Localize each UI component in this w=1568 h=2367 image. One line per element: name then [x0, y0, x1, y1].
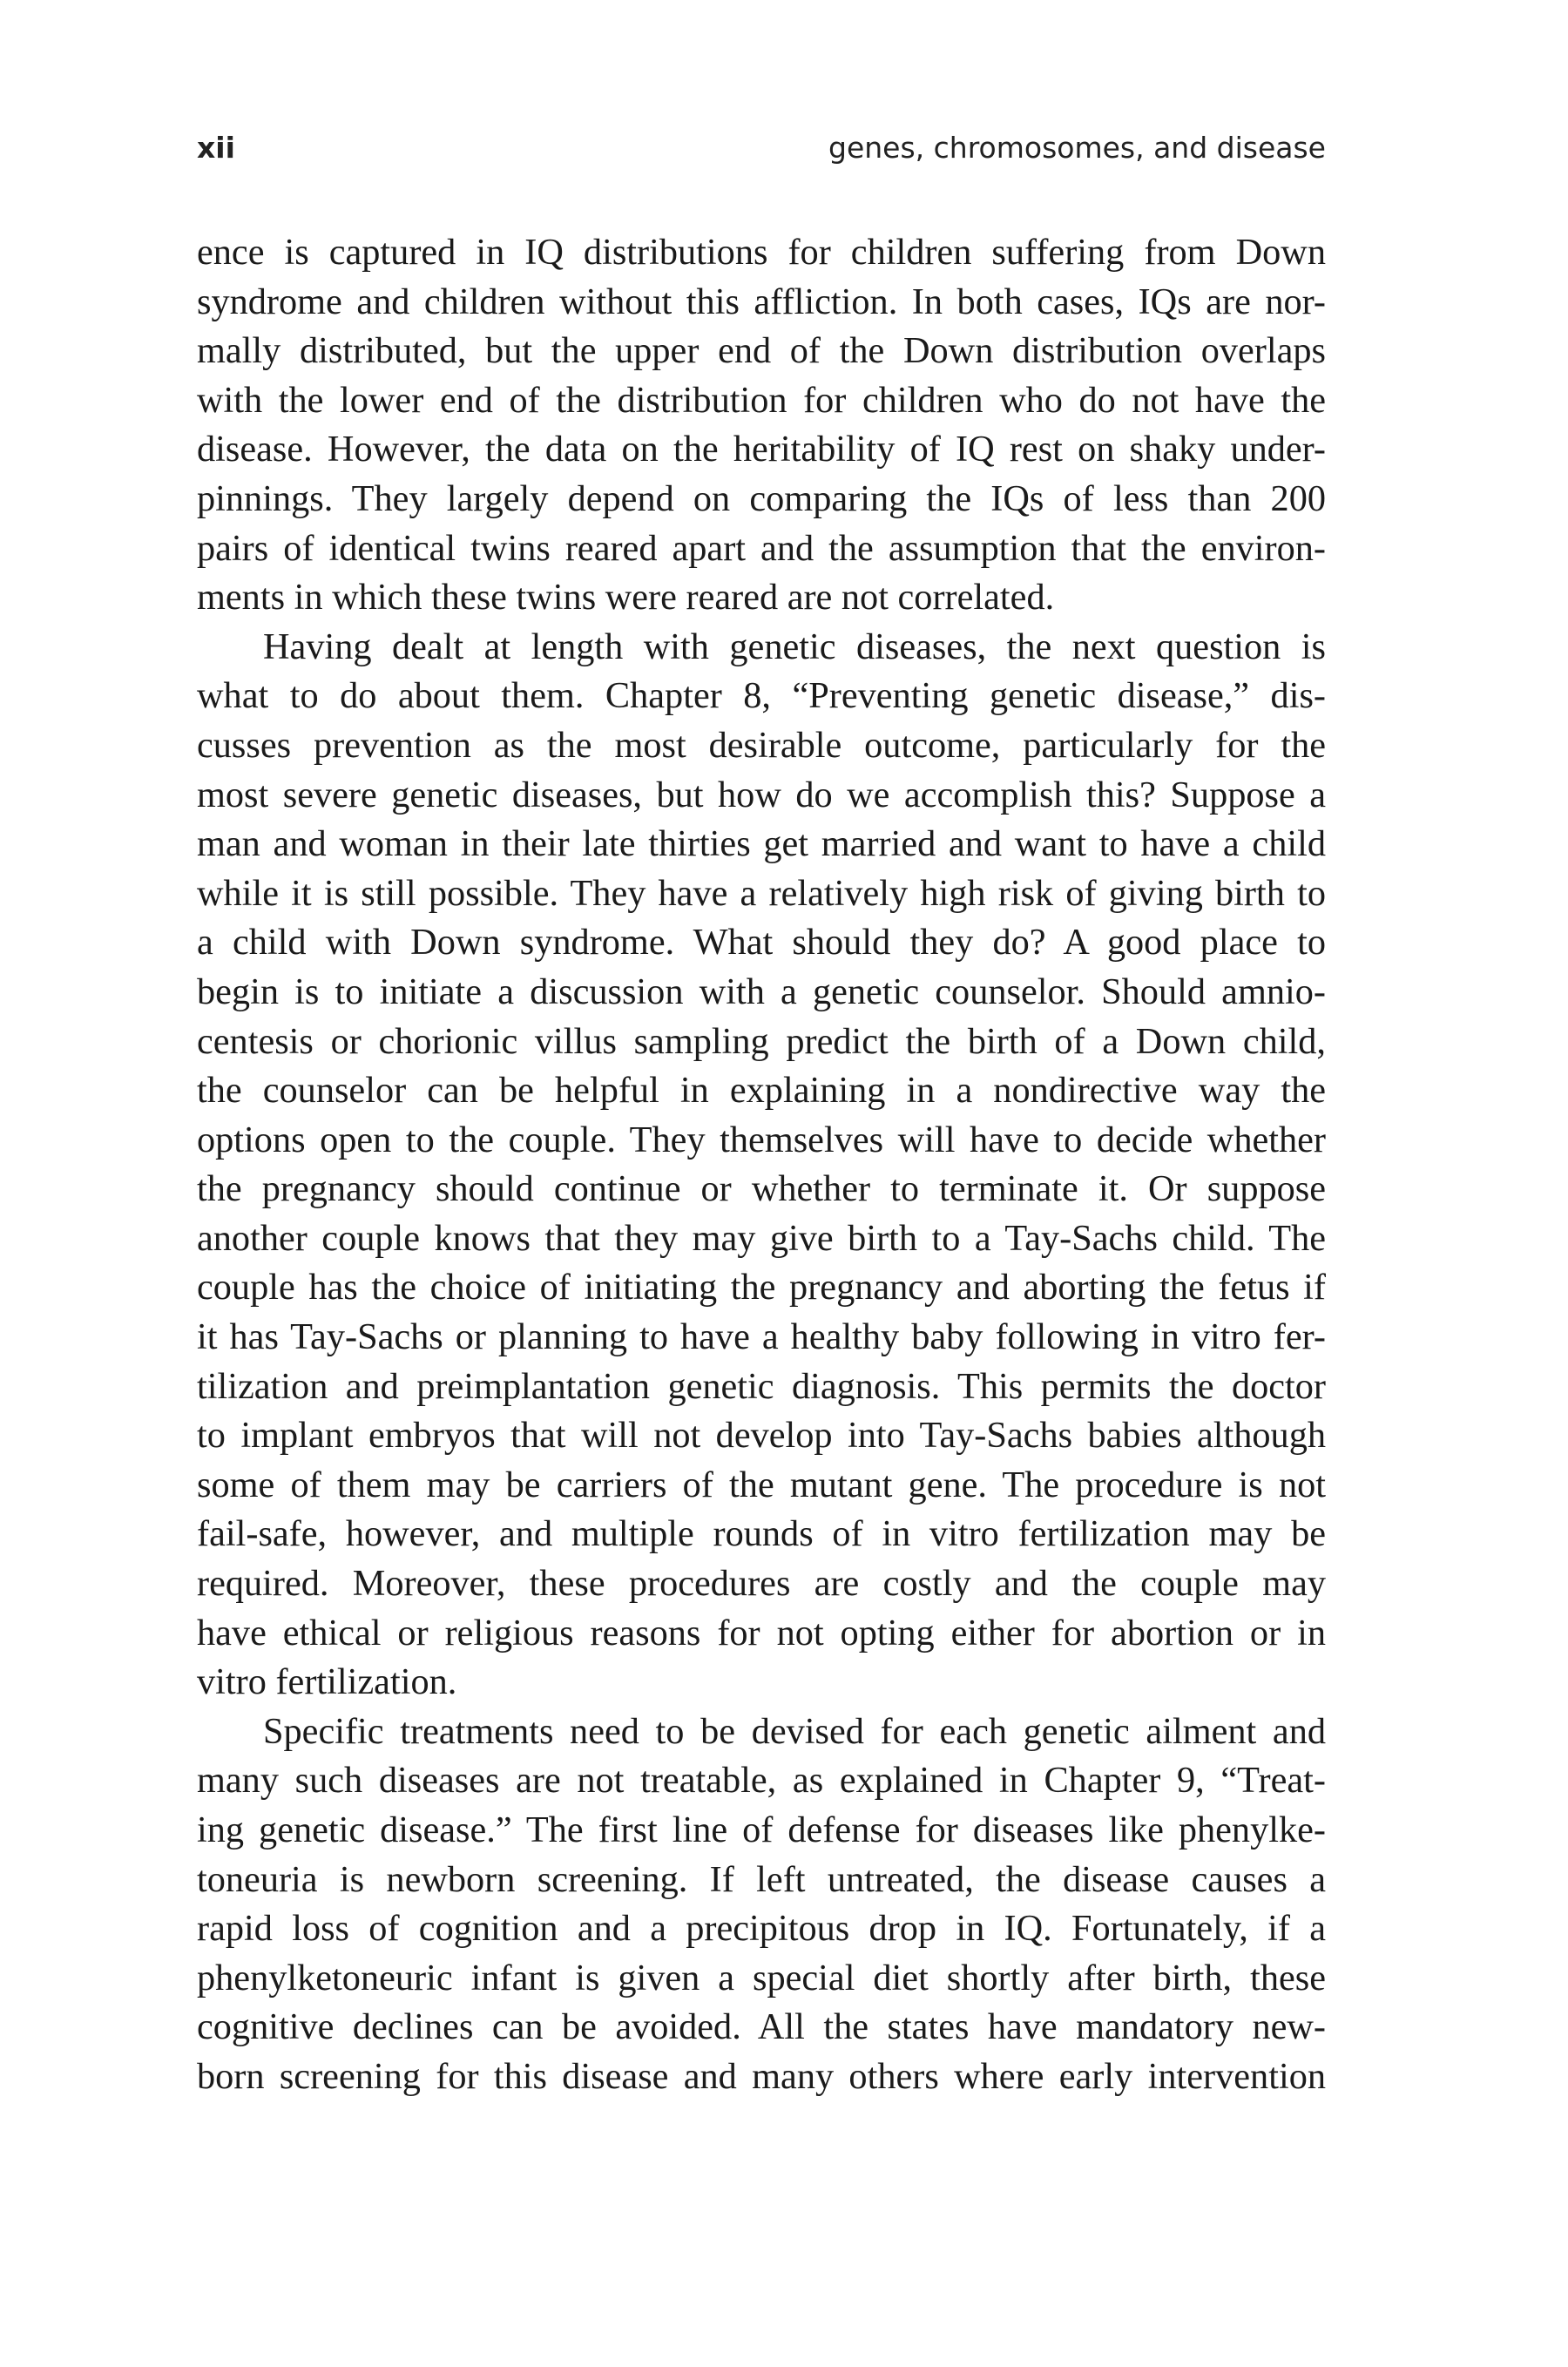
- text-line: most severe genetic diseases, but how do we accomplish this? Suppose a: [197, 774, 1326, 815]
- text-line: ence is captured in IQ distributions for children suffering from Down: [197, 232, 1326, 273]
- text-line: pinnings. They largely depend on comparing the IQs of less than 200: [197, 477, 1326, 519]
- text-line: syndrome and children without this affliction. In both cases, IQs are nor-: [197, 281, 1326, 322]
- text-line: toneuria is newborn screening. If left untreated, the disease causes a: [197, 1858, 1326, 1900]
- text-line: while it is still possible. They have a relatively high risk of giving birth to: [197, 872, 1326, 914]
- text-line: ments in which these twins were reared are not correlated.: [197, 577, 1055, 619]
- text-line: options open to the couple. They themselves will have to decide whether: [197, 1119, 1326, 1160]
- text-line: pairs of identical twins reared apart and the assumption that the environ-: [197, 527, 1326, 569]
- text-line: vitro fertilization.: [197, 1661, 457, 1703]
- text-line: with the lower end of the distribution for children who do not have the: [197, 379, 1326, 421]
- text-line: required. Moreover, these procedures are costly and the couple may: [197, 1563, 1326, 1605]
- text-line: begin is to initiate a discussion with a genetic counselor. Should amnio-: [197, 970, 1326, 1012]
- text-line: many such diseases are not treatable, as explained in Chapter 9, “Treat-: [197, 1760, 1326, 1802]
- text-line: Specific treatments need to be devised for each genetic ailment and: [263, 1710, 1326, 1752]
- text-line: have ethical or religious reasons for not opting either for abortion or in: [197, 1612, 1326, 1654]
- text-line: phenylketoneuric infant is given a special diet shortly after birth, these: [197, 1957, 1326, 1998]
- text-line: mally distributed, but the upper end of the Down distribution overlaps: [197, 330, 1326, 372]
- text-line: disease. However, the data on the heritability of IQ rest on shaky under-: [197, 429, 1326, 470]
- text-line: the counselor can be helpful in explaining in a nondirective way the: [197, 1070, 1326, 1112]
- text-line: to implant embryos that will not develop into Tay-Sachs babies although: [197, 1415, 1326, 1457]
- text-line: rapid loss of cognition and a precipitous drop in IQ. Fortunately, if a: [197, 1908, 1326, 1950]
- page-number: xii: [197, 131, 235, 165]
- text-line: another couple knows that they may give birth to a Tay-Sachs child. The: [197, 1217, 1326, 1259]
- text-line: fail-safe, however, and multiple rounds of in vitro fertilization may be: [197, 1513, 1326, 1555]
- text-line: cusses prevention as the most desirable outcome, particularly for the: [197, 724, 1326, 766]
- text-line: man and woman in their late thirties get married and want to have a child: [197, 823, 1326, 865]
- text-line: the pregnancy should continue or whether to terminate it. Or suppose: [197, 1168, 1326, 1210]
- text-line: what to do about them. Chapter 8, “Preventing genetic disease,” dis-: [197, 675, 1326, 717]
- text-line: some of them may be carriers of the mutant gene. The procedure is not: [197, 1464, 1326, 1505]
- running-head: [197, 131, 1326, 172]
- text-line: cognitive declines can be avoided. All the states have mandatory new-: [197, 2006, 1326, 2048]
- text-line: Having dealt at length with genetic diseases, the next question is: [263, 626, 1326, 667]
- text-line: ing genetic disease.” The first line of defense for diseases like phenylke-: [197, 1809, 1326, 1850]
- text-line: a child with Down syndrome. What should they do? A good place to: [197, 922, 1326, 964]
- text-line: centesis or chorionic villus sampling predict the birth of a Down child,: [197, 1020, 1326, 1062]
- text-line: couple has the choice of initiating the pregnancy and aborting the fetus if: [197, 1267, 1326, 1309]
- body-text: [197, 228, 1326, 2102]
- text-line: born screening for this disease and many others where early intervention: [197, 2055, 1326, 2097]
- running-title: genes, chromosomes, and disease: [828, 131, 1326, 165]
- text-line: it has Tay-Sachs or planning to have a healthy baby following in vitro fer-: [197, 1316, 1326, 1358]
- text-line: tilization and preimplantation genetic diagnosis. This permits the doctor: [197, 1365, 1326, 1407]
